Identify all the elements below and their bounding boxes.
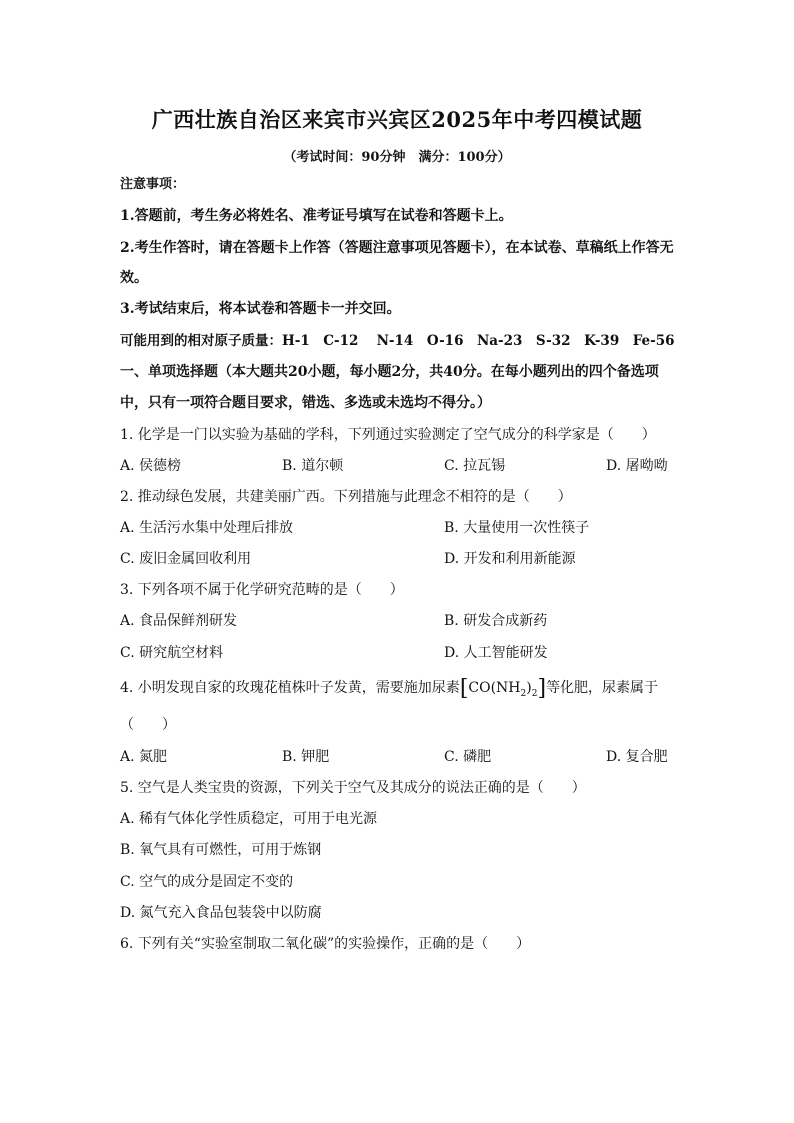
urea-formula-subscript-outer: 2 — [531, 688, 538, 699]
question-2-option-d: D. 开发和利用新能源 — [444, 551, 576, 567]
question-4-stem-text: 4. 小明发现自家的玫瑰花植株叶子发黄，需要施加尿素 — [120, 680, 460, 696]
notice-heading: 注意事项： — [120, 177, 186, 192]
exam-duration-score: （考试时间：90分钟 满分：100分） — [283, 150, 511, 165]
question-4-option-a: A. 氮肥 — [120, 749, 168, 765]
question-5-option-b: B. 氧气具有可燃性，可用于炼钢 — [120, 842, 322, 858]
question-3-option-a: A. 食品保鲜剂研发 — [120, 613, 238, 629]
notice-item-2: 2.考生作答时，请在答题卡上作答（答题注意事项见答题卡），在本试卷、草稿纸上作答无 — [120, 240, 674, 256]
urea-formula-subscript-inner: 2 — [520, 688, 527, 699]
question-3-option-c: C. 研究航空材料 — [120, 645, 224, 661]
question-1-option-a: A. 侯德榜 — [120, 458, 182, 474]
question-5-option-a: A. 稀有气体化学性质稳定，可用于电光源 — [120, 811, 378, 827]
question-2-option-b: B. 大量使用一次性筷子 — [444, 520, 590, 536]
urea-formula: $[CO(NH_2)_2]$ — [459, 676, 547, 701]
question-4-stem — [120, 676, 659, 703]
question-5-option-c: C. 空气的成分是固定不变的 — [120, 874, 294, 890]
question-5-stem: 5. 空气是人类宝贵的资源，下列关于空气及其成分的说法正确的是（ ） — [120, 780, 586, 796]
question-3-option-d: D. 人工智能研发 — [444, 645, 548, 661]
urea-formula-close: ) — [526, 680, 532, 696]
notice-item-2-cont: 效。 — [120, 270, 148, 286]
notice-item-3: 3.考试结束后，将本试卷和答题卡一并交回。 — [120, 301, 401, 317]
question-1-option-d: D. 屠呦呦 — [606, 458, 668, 474]
question-4-option-c: C. 磷肥 — [444, 749, 492, 765]
question-4-option-d: D. 复合肥 — [606, 749, 668, 765]
page-title: 广西壮族自治区来宾市兴宾区2025年中考四模试题 — [151, 107, 643, 132]
question-4-answer-paren: （ ） — [120, 717, 176, 733]
question-3-option-b: B. 研发合成新药 — [444, 613, 548, 629]
question-2-stem: 2. 推动绿色发展，共建美丽广西。下列措施与此理念不相符的是（ ） — [120, 489, 572, 505]
question-1-option-b: B. 道尔顿 — [282, 458, 344, 474]
question-5-option-d: D. 氮气充入食品包装袋中以防腐 — [120, 905, 322, 921]
question-4-stem-text-cont: 等化肥，尿素属于 — [546, 680, 659, 696]
question-1-option-c: C. 拉瓦锡 — [444, 458, 506, 474]
question-2-option-a: A. 生活污水集中处理后排放 — [120, 520, 294, 536]
urea-formula-main: CO(NH — [468, 680, 521, 696]
question-6-stem: 6. 下列有关“实验室制取二氧化碳”的实验操作，正确的是（ ） — [120, 936, 531, 952]
section-heading: 一、单项选择题（本大题共20小题，每小题2分，共40分。在每小题列出的四个备选项 — [120, 364, 659, 380]
question-2-option-c: C. 废旧金属回收利用 — [120, 551, 252, 567]
atomic-mass-list: 可能用到的相对原子质量：H-1 C-12 N-14 O-16 Na-23 S-32 K-39 Fe-56 — [120, 333, 675, 349]
section-instruction: 中，只有一项符合题目要求，错选、多选或未选均不得分。） — [120, 395, 491, 411]
question-4-option-b: B. 钾肥 — [282, 749, 330, 765]
question-1-stem: 1. 化学是一门以实验为基础的学科，下列通过实验测定了空气成分的科学家是（ ） — [120, 427, 656, 443]
question-3-stem: 3. 下列各项不属于化学研究范畴的是（ ） — [120, 582, 404, 598]
notice-item-1: 1.答题前，考生务必将姓名、准考证号填写在试卷和答题卡上。 — [120, 208, 513, 224]
